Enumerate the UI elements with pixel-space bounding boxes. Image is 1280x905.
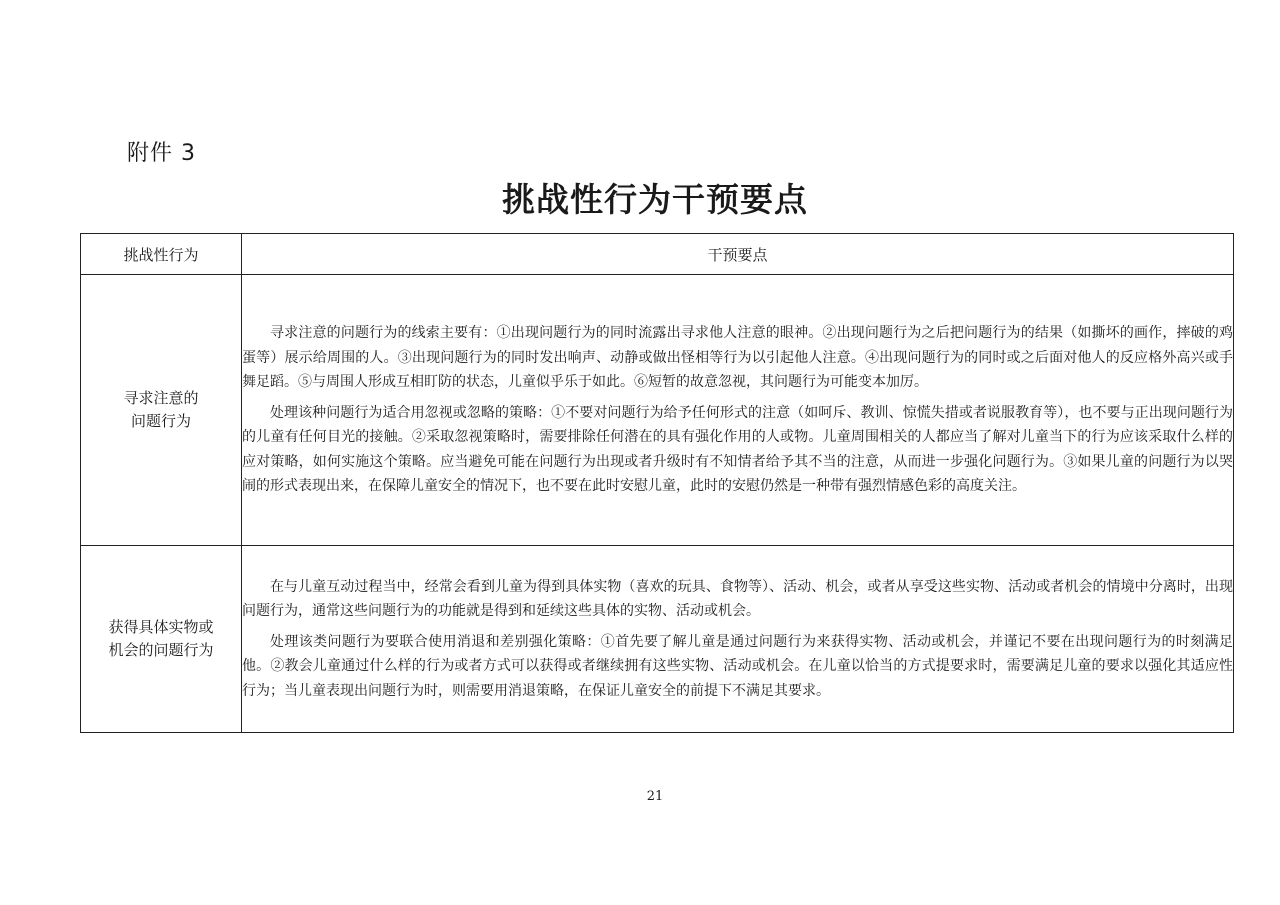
intervention-table <box>80 233 1234 733</box>
behavior-cell <box>81 275 242 546</box>
behavior-label-line: 问题行为 <box>130 412 191 430</box>
behavior-label-line: 获得具体实物或 <box>108 618 214 636</box>
points-paragraph: 处理该类问题行为要联合使用消退和差别强化策略：①首先要了解儿童是通过问题行为来获得实物、活动或机会，并谨记不要在出现问题行为的时刻满足他。②教会儿童通过什么样的行为或者方式可以获得或者继续拥有这些实物、活动或机会。在儿童以恰当的方式提要求时，需要满足儿童的要求以强化其适应性行为；当儿童表现出问题行为时，则需要用消退策略，在保证儿童安全的前提下不满足其要求。 <box>242 633 1233 699</box>
attachment-label: 附件 3 <box>127 141 196 166</box>
points-paragraph: 在与儿童互动过程当中，经常会看到儿童为得到具体实物（喜欢的玩具、食物等）、活动、机会，或者从享受这些实物、活动或者机会的情境中分离时，出现问题行为，通常这些问题行为的功能就是得到和延续这些具体的实物、活动或机会。 <box>242 578 1233 620</box>
header-behavior: 挑战性行为 <box>81 234 242 275</box>
points-paragraph: 寻求注意的问题行为的线索主要有：①出现问题行为的同时流露出寻求他人注意的眼神。②出现问题行为之后把问题行为的结果（如撕坏的画作，摔破的鸡蛋等）展示给周围的人。③出现问题行为的同时发出响声、动静或做出怪相等行为以引起他人注意。④出现问题行为的同时或之后面对他人的反应格外高兴或手舞足蹈。⑤与周围人形成互相盯防的状态，儿童似乎乐于如此。⑥短暂的故意忽视，其问题行为可能变本加厉。 <box>242 325 1233 391</box>
behavior-cell <box>81 546 242 733</box>
document-title: 挑战性行为干预要点 <box>502 180 808 219</box>
points-paragraph: 处理该种问题行为适合用忽视或忽略的策略：①不要对问题行为给予任何形式的注意（如呵斥、教训、惊慌失措或者说服教育等），也不要与正出现问题行为的儿童有任何目光的接触。②采取忽视策略时，需要排除任何潜在的具有强化作用的人或物。儿童周围相关的人都应当了解对儿童当下的行为应该采取什么样的应对策略，如何实施这个策略。应当避免可能在问题行为出现或者升级时有不知情者给予其不当的注意，从而进一步强化问题行为。③如果儿童的问题行为以哭闹的形式表现出来，在保障儿童安全的情况下，也不要在此时安慰儿童，此时的安慰仍然是一种带有强烈情感色彩的高度关注。 <box>242 404 1233 495</box>
points-cell <box>242 546 1234 733</box>
header-points: 干预要点 <box>242 234 1234 275</box>
table-row <box>81 275 1234 546</box>
table-row <box>81 546 1234 733</box>
page-number: 21 <box>646 789 664 804</box>
table-header-row <box>81 234 1234 275</box>
behavior-label-line: 机会的问题行为 <box>108 641 214 659</box>
behavior-label-line: 寻求注意的 <box>123 389 199 407</box>
points-cell <box>242 275 1234 546</box>
